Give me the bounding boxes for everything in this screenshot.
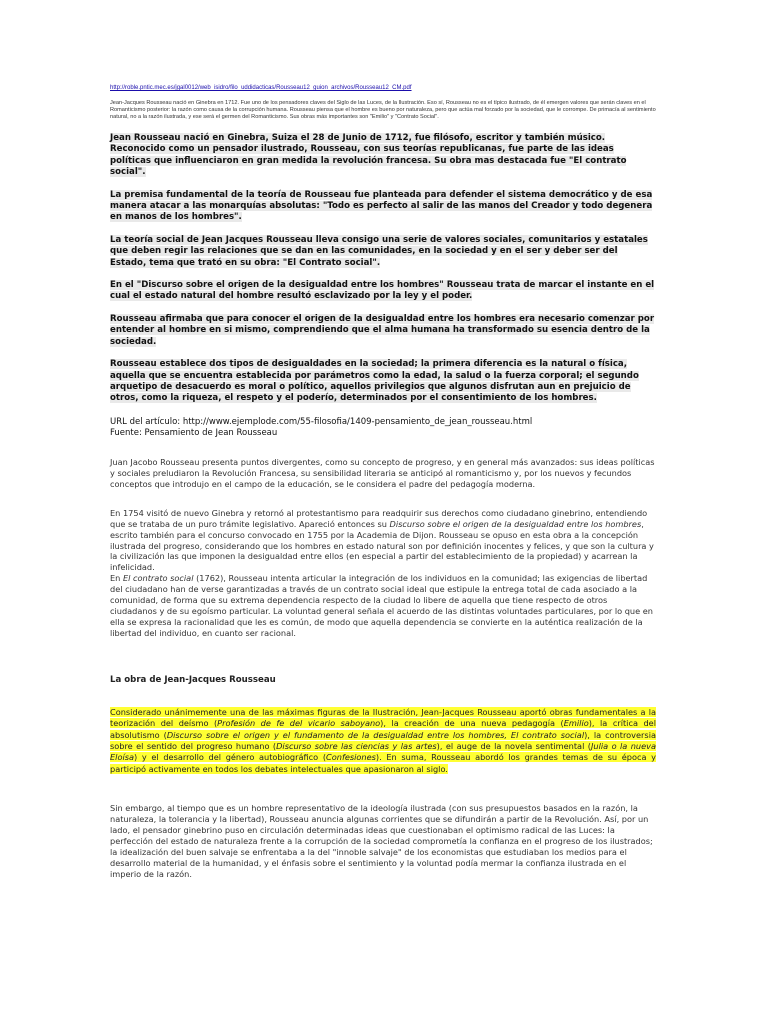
source-pdf-link[interactable]: http://roble.pntic.mec.es/jgal0012/web_isidro/filo_uddidacticas/Rousseau12_guion_archivos/Rousseau12_CM.pdf [110,85,412,91]
yellow-italic-2: Emilio [563,718,589,729]
source-reference [110,417,656,439]
yellow-text-3: ), la crítica del absolutismo ( [110,718,656,740]
bold-paragraph-1 [110,133,656,179]
bold-paragraph-5-text: Rousseau afirmaba que para conocer el origen de la desigualdad entre los hombres era necesario comenzar por entender al hombre en si mismo, comprendiendo que el alma humana ha transformado su esencia dentro de la sociedad. [110,313,655,347]
yellow-italic-3: Discurso sobre el origen y el fundamento de la desigualdad entre los hombres, El contrato social [166,729,585,740]
intro-small-paragraph: Jean-Jacques Rousseau nació en Ginebra en 1712. Fue uno de los pensadores claves del Siglo de las Luces, de la Ilustración. Eso sí, Rousseau no es el típico ilustrado, de él emergen valores que serán claves en el Romanticismo posterior: la razón como causa de la corrupción humana. Rousseau piensa que el hombre es bueno por naturaleza, pero que actúa mal forzado por la sociedad, que le corrompe. De primacía al sentimiento natural, no a la razón ilustrada, y ese será el germen del Romanticismo. Sus obras más importantes son "Emilio" y "Contrato Social". [110,100,656,120]
bold-paragraph-2 [110,190,656,224]
article-url-line[interactable]: URL del artículo: http://www.ejemplode.com/55-filosofia/1409-pensamiento_de_jean_rousseau.html [110,416,533,427]
p1754-italic-contrato: El contrato social [122,573,194,584]
yellow-text-6: ) y el desarrollo del género autobiográfico ( [134,752,327,763]
document-page [110,84,656,880]
bold-paragraph-4 [110,280,656,303]
p1754-text-c-prefix: En [110,573,123,584]
yellow-text-1: Considerado unánimemente una de las máximas figuras de la Ilustración, Jean-Jacques Rousseau aportó obras fundamentales a la teorización del deísmo ( [110,706,656,729]
p1754-text-c: (1762), Rousseau intenta articular la integración de los individuos en la comunidad; las exigencias de libertad del ciudadano han de verse garantizadas a través de un contrato social ideal que estipule la entrega total de cada asociado a la comunidad, de forma que su extrema dependencia respecto de la ciudad lo libere de aquella que tiene respecto de otros ciudadanos y de su egoísmo particular. La voluntad general señala el acuerdo de las distintas voluntades particulares, por lo que en ella se expresa la racionalidad que les es común, de modo que aquella dependencia se convierte en la auténtica realización de la libertad del individuo, en cuanto ser racional. [110,573,653,638]
yellow-italic-4: Discurso sobre las ciencias y las artes [276,740,437,751]
highlighted-paragraph [110,707,656,775]
yellow-text-2: ), la creación de una nueva pedagogía ( [380,718,564,729]
fuente-line: Fuente: Pensamiento de Jean Rousseau [110,427,278,438]
yellow-italic-6: Confesiones [326,752,376,763]
bold-paragraph-3-text: La teoría social de Jean Jacques Rousseau lleva consigo una serie de valores sociales, comunitarios y estatales que deben regir las relaciones que se dan en las comunidades, en la sociedad y en el ser y deber ser del Estado, tema que trató en su obra: "El Contrato social". [110,234,648,268]
yellow-italic-1: Profesión de fe del vicario saboyano [217,718,381,729]
bold-paragraph-6 [110,359,656,405]
p1754-text-a: En 1754 visitó de nuevo Ginebra y retornó al protestantismo para readquirir sus derechos como ciudadano ginebrino, entendiendo que se trataba de un puro trámite legislativo. Apareció entonces su [110,507,648,529]
yellow-text-7: ). En suma, Rousseau abordó los grandes temas de su época y participó activamente en todos los debates intelectuales que apasionaron al siglo. [110,752,657,774]
progreso-paragraph: Juan Jacobo Rousseau presenta puntos divergentes, como su concepto de progreso, y en general más avanzados: sus ideas políticas y sociales preludiaron la Revolución Francesa, su sensibilidad literaria se anticipó al romanticismo y, por los nuevos y fecundos conceptos que introdujo en el campo de la educación, se le considera el padre del pedagogía moderna. [110,457,655,489]
p1754-italic-discurso: Discurso sobre el origen de la desigualdad entre los hombres [389,518,642,529]
bold-paragraph-2-text: La premisa fundamental de la teoría de Rousseau fue planteada para defender el sistema democrático y de esa manera atacar a las monarquías absolutas: "Todo es perfecto al salir de las manos del Creador y todo degenera en manos de los hombres". [110,189,653,223]
bold-paragraph-3 [110,235,656,269]
final-paragraph: Sin embargo, al tiempo que es un hombre representativo de la ideología ilustrada (con sus presupuestos basados en la razón, la naturaleza, la tolerancia y la libertad), Rousseau anuncia algunas corrientes que se difundirán a partir de la Revolución. Así, por un lado, el pensador ginebrino puso en circulación determinadas ideas que cuestionaban el optimismo radical de las Luces: la perfección del estado de naturaleza frente a la corrupción de la sociedad comprometía la confianza en el progreso de los ilustrados; la idealización del buen salvaje se enfrentaba a la del "innoble salvaje" de los economistas que estudiaban los medios para el desarrollo material de la humanidad, y el énfasis sobre el sentimiento y la voluntad podía mermar la confianza ilustrada en el imperio de la razón. [110,803,653,879]
bold-paragraph-5 [110,314,656,348]
bold-paragraph-4-text: En el "Discurso sobre el origen de la desigualdad entre los hombres" Rousseau trata de marcar el instante en el cual el estado natural del hombre resultó esclavizado por la ley y el poder. [110,280,655,302]
yellow-italic-5: Julia o la nueva Eloísa [110,740,656,763]
paragraph-1754 [110,508,656,639]
bold-paragraph-1-text: Jean Rousseau nació en Ginebra, Suiza el 28 de Junio de 1712, fue filósofo, escritor y también músico. Reconocido como un pensador ilustrado, Rousseau, con sus teorías republicanas, fue parte de las ideas políticas que influenciaron en gran medida la revolución francesa. Su obra mas destacada fue "El contrato social". [110,133,627,178]
yellow-text-5: ), el auge de la novela sentimental ( [436,740,591,751]
bold-paragraph-6-text: Rousseau establece dos tipos de desigualdades en la sociedad; la primera diferencia es la natural o física, aquella que se encuentra establecida por parámetros como la edad, la salud o la fuerza corporal; el segundo arquetipo de desacuerdo es moral o político, aquellos privilegios que algunos disfrutan aun en prejuicio de otros, como la riqueza, el respeto y el poderío, determinados por el consentimiento de los hombres. [110,359,639,404]
yellow-text-4: ), la controversia sobre el sentido del progreso humano ( [110,729,656,751]
bold-section [110,133,656,405]
section-title: La obra de Jean-Jacques Rousseau [110,674,276,685]
p1754-text-b: , escrito también para el concurso convocado en 1755 por la Academia de Dijon. Rousseau se opuso en esta obra a la concepción ilustrada del progreso, considerando que los hombres en estado natural son por definición inocentes y felices, y que son la cultura y la civilización las que imponen la desigualdad entre ellos (en especial a partir del establecimiento de la propiedad) y acarrean la infelicidad. [110,518,654,573]
